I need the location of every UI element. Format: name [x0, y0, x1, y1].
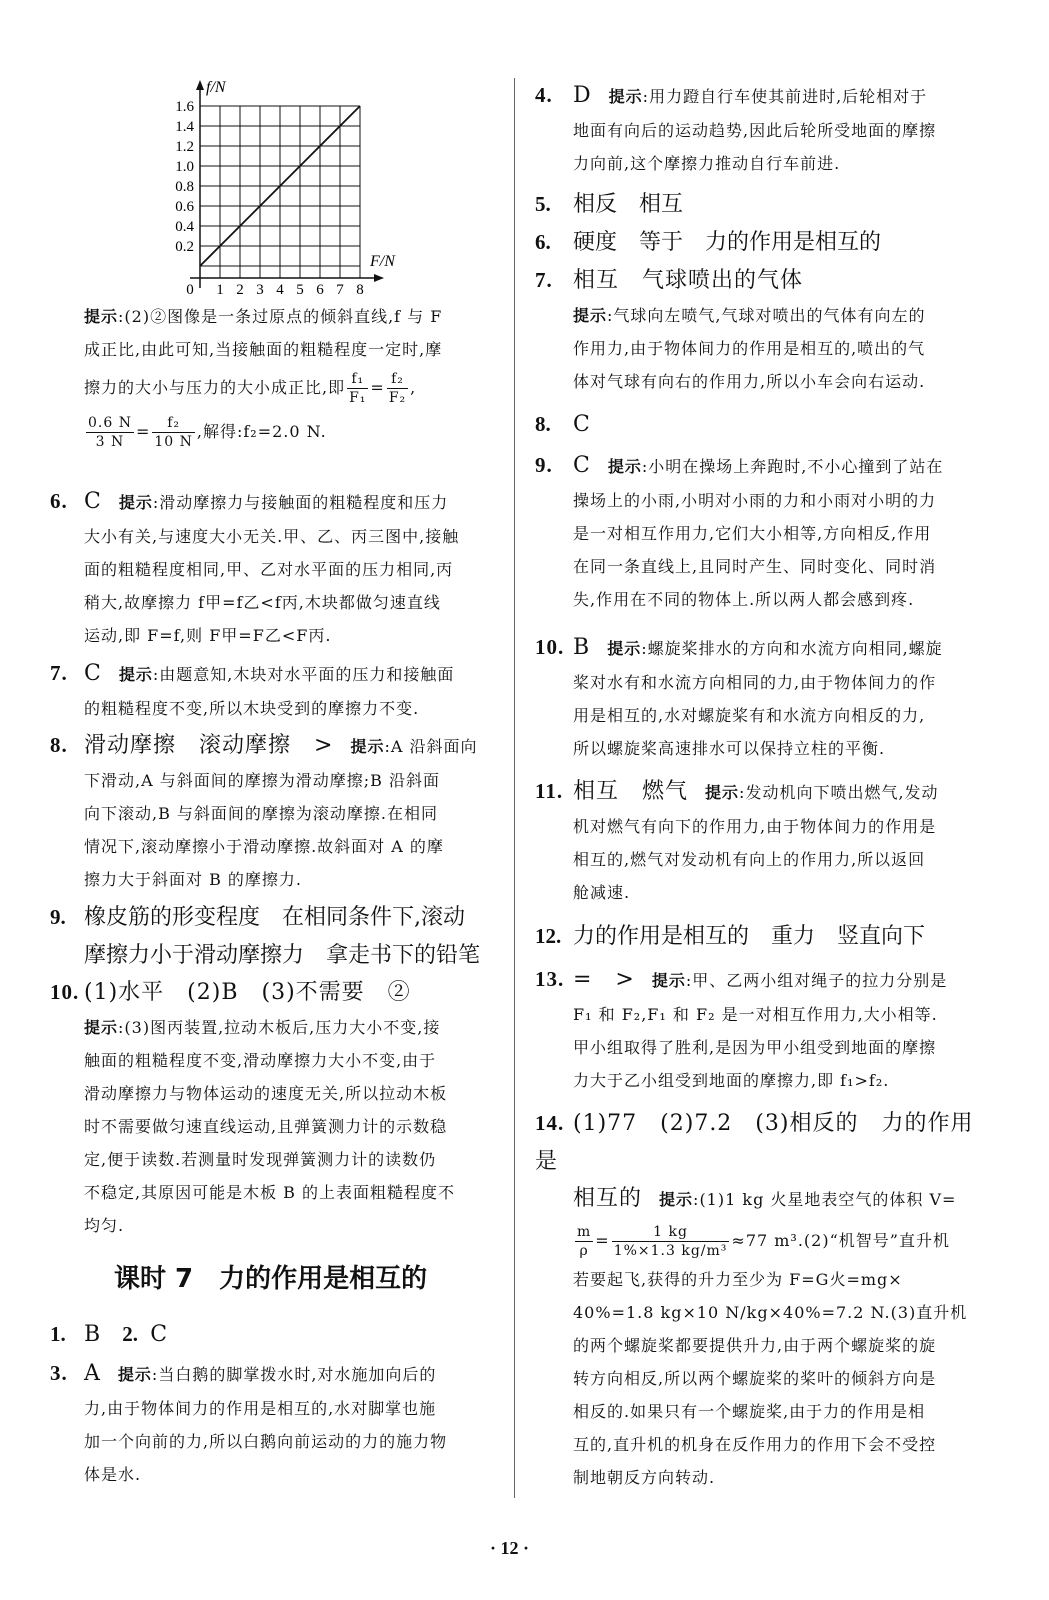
question-number: 9. — [50, 905, 66, 929]
question-4 — [535, 78, 995, 180]
x-axis-arrow — [374, 274, 384, 282]
hint-text: 力大于乙小组受到地面的摩擦力,即 f₁>f₂. — [573, 1071, 890, 1090]
question-number: 10. — [50, 980, 80, 1004]
question-number: 1. — [50, 1322, 66, 1346]
question-number: 8. — [50, 733, 68, 757]
question-number: 12. — [535, 924, 562, 948]
hint-text: 甲小组取得了胜利,是因为甲小组受到地面的摩擦 — [573, 1038, 937, 1057]
fraction: $\frac{0.6 N}{3 N}$ — [88, 415, 132, 450]
question-number: 7. — [50, 661, 68, 685]
hint-text: 均匀. — [84, 1216, 125, 1235]
y-tick-label: 1.2 — [175, 139, 194, 155]
answer: 力的作用是相互的 重力 竖直向下 — [573, 924, 926, 949]
hint-label: 提示 — [607, 457, 642, 476]
hint-text: 地面有向后的运动趋势,因此后轮所受地面的摩擦 — [573, 121, 937, 140]
question-14: 14. (1)77 (2)7.2 (3)相反的 力的作用是 相互的 提示:(1)1 kg 火星地表空气的体积 V= $\frac{m}{\rho}$ = $\frac{1 kg}{\text{1\%×1.3 kg/m³}}$ ≈77 m³.(2)“机智号”直升机 若要起飞,获得的升力至少为 F=G火=mg× 40%=1.8 kg×10 N/kg×40%=7.2 N.(3)直升机 的两个螺旋桨都要提供升力,由于两个螺旋桨的旋 转方向相反,所以两个螺旋桨的桨叶的倾斜方向是 相反的.如果只有一个螺旋桨,由于力的作用是相 互的,直升机的机身在反作用力的作用下会不受控 制地朝反方向转动. — [535, 1104, 995, 1494]
question-number: 14. — [535, 1111, 565, 1135]
hint-text: 操场上的小雨,小明对小雨的力和小雨对小明的力 — [573, 491, 937, 510]
answer: 相互的 — [573, 1186, 643, 1211]
question-13 — [535, 962, 995, 1097]
question-number: 10. — [535, 635, 565, 659]
hint-text: :甲、乙两小组对绳子的拉力分别是 — [685, 971, 948, 990]
hint-text: 桨对水有和水流方向相同的力,由于物体间力的作 — [573, 673, 937, 692]
hint-label: 提示 — [608, 87, 643, 106]
question-6 — [50, 484, 502, 652]
x-tick-label: 2 — [236, 282, 244, 298]
question-6 — [535, 224, 881, 261]
page-number: · 12 · — [490, 1538, 530, 1558]
hint-text: 的粗糙程度不变,所以木块受到的摩擦力不变. — [84, 699, 420, 718]
hint-text: 定,便于读数.若测量时发现弹簧测力计的读数仍 — [84, 1150, 437, 1169]
hint-text: 时不需要做匀速直线运动,且弹簧测力计的示数稳 — [84, 1117, 448, 1136]
q5-hint: 提示:(2)②图像是一条过原点的倾斜直线,f 与 F 成正比,由此可知,当接触面的粗糙程度一定时,摩 擦力的大小与压力的大小成正比,即 $\frac{\text{f₁}}{\text{F₁}}$ = $\frac{\text{f₂}}{\text{F₂}}$ , $\frac{0.6 N}{3 N}$ = $\frac{\text{f₂}}{10 N}$ ,解得:f₂=2.0 N. — [84, 307, 443, 450]
fraction: $\frac{\text{f₂}}{10 N}$ — [154, 415, 193, 450]
hint-label: 提示 — [84, 1018, 119, 1037]
fraction: $\frac{\text{f₂}}{\text{F₂}}$ — [388, 371, 407, 406]
y-tick-label: 0.8 — [175, 179, 194, 195]
hint-text: :(1)1 kg 火星地表空气的体积 V= — [693, 1190, 957, 1209]
answer: C — [84, 661, 102, 686]
question-5 — [535, 186, 683, 223]
answer: C — [573, 453, 591, 478]
hint-text: 制地朝反方向转动. — [573, 1468, 716, 1487]
question-number: 2. — [122, 1322, 138, 1346]
hint-label: 提示 — [607, 639, 642, 658]
answer: (1)水平 (2)B (3)不需要 ② — [84, 980, 411, 1005]
hint-text: 擦力的大小与压力的大小成正比,即 — [84, 378, 346, 397]
hint-text: 加一个向前的力,所以白鹅向前运动的力的施力物 — [84, 1432, 448, 1451]
x-tick-label: 6 — [316, 282, 324, 298]
hint-text: 力向前,这个摩擦力推动自行车前进. — [573, 154, 841, 173]
hint-text: 作用力,由于物体间力的作用是相互的,喷出的气 — [573, 339, 926, 358]
hint-text: 互的,直升机的机身在反作用力的作用下会不受控 — [573, 1435, 937, 1454]
hint-text: 在同一条直线上,且同时产生、同时变化、同时消 — [573, 557, 937, 576]
answer: (1)77 (2)7.2 (3)相反的 力的作用是 — [535, 1111, 974, 1174]
hint-text: 成正比,由此可知,当接触面的粗糙程度一定时,摩 — [84, 340, 443, 359]
fraction: $\frac{\text{f₁}}{\text{F₁}}$ — [349, 371, 367, 406]
hint-label: 提示 — [705, 783, 740, 802]
hint-text: 下滑动,A 与斜面间的摩擦为滑动摩擦;B 沿斜面 — [84, 771, 440, 790]
question-3 — [50, 1356, 502, 1491]
x-tick-label: 1 — [216, 282, 224, 298]
hint-text: 用是相互的,水对螺旋桨有和水流方向相反的力, — [573, 706, 926, 725]
answer: C — [84, 489, 102, 514]
answer: B — [573, 635, 591, 660]
question-12 — [535, 918, 925, 955]
answer: 相反 相互 — [573, 192, 684, 217]
hint-text: 力,由于物体间力的作用是相互的,水对脚掌也施 — [84, 1399, 437, 1418]
question-10 — [535, 630, 995, 765]
hint-text: 面的粗糙程度相同,甲、乙对水平面的压力相同,丙 — [84, 560, 454, 579]
answer: 相互 气球喷出的气体 — [573, 268, 804, 293]
y-tick-label: 0.4 — [175, 219, 194, 235]
answer: 滑动摩擦 滚动摩擦 > — [84, 733, 334, 758]
column-divider — [514, 78, 515, 1498]
hint-text: 运动,即 F=f,则 F甲=F乙<F丙. — [84, 626, 332, 645]
hint-label: 提示 — [573, 306, 608, 325]
hint-text: 若要起飞,获得的升力至少为 F=G火=mg× — [573, 1270, 903, 1289]
hint-text: 相互的,燃气对发动机有向上的作用力,所以返回 — [573, 850, 926, 869]
hint-text: ≈77 m³.(2)“机智号”直升机 — [731, 1231, 950, 1250]
question-10 — [50, 974, 502, 1242]
y-tick-label: 1.4 — [175, 119, 194, 135]
hint-text: 滑动摩擦力与物体运动的速度无关,所以拉动木板 — [84, 1084, 448, 1103]
answer: = > — [573, 967, 635, 992]
question-number: 4. — [535, 83, 553, 107]
hint-label: 提示 — [118, 493, 153, 512]
hint-text: 40%=1.8 kg×10 N/kg×40%=7.2 N.(3)直升机 — [573, 1303, 968, 1322]
hint-label: 提示 — [117, 1365, 152, 1384]
answer: 橡皮筋的形变程度 在相同条件下,滚动 — [84, 905, 465, 930]
lesson-title: 课时 7 力的作用是相互的 — [114, 1264, 428, 1294]
hint-text: ,解得:f₂=2.0 N. — [196, 422, 327, 441]
fraction: $\frac{1 kg}{\text{1\%×1.3 kg/m³}}$ — [613, 1224, 728, 1259]
question-number: 13. — [535, 967, 565, 991]
hint-text: :小明在操场上奔跑时,不小心撞到了站在 — [641, 457, 944, 476]
x-axis-label: F/N — [370, 253, 395, 270]
hint-text: 大小有关,与速度大小无关.甲、乙、丙三图中,接触 — [84, 527, 460, 546]
question-7 — [535, 262, 995, 398]
hint-text: 擦力大于斜面对 B 的摩擦力. — [84, 870, 303, 889]
hint-text: 向下滚动,B 与斜面间的摩擦为滚动摩擦.在相同 — [84, 804, 439, 823]
hint-label: 提示 — [350, 737, 385, 756]
x-tick-label: 0 — [186, 282, 194, 298]
question-number: 3. — [50, 1361, 68, 1385]
hint-text: :由题意知,木块对水平面的压力和接触面 — [152, 665, 455, 684]
y-tick-label: 1.0 — [175, 159, 194, 175]
hint-text: :发动机向下喷出燃气,发动 — [739, 783, 939, 802]
hint-label: 提示 — [659, 1190, 694, 1209]
y-axis-arrow — [196, 80, 204, 90]
hint-text: :滑动摩擦力与接触面的粗糙程度和压力 — [152, 493, 449, 512]
question-11 — [535, 774, 995, 909]
answer: 摩擦力小于滑动摩擦力 拿走书下的铅笔 — [84, 943, 481, 968]
hint-text: 触面的粗糙程度不变,滑动摩擦力大小不变,由于 — [84, 1051, 437, 1070]
hint-text: 的两个螺旋桨都要提供升力,由于两个螺旋桨的旋 — [573, 1336, 937, 1355]
hint-text: :当白鹅的脚掌拨水时,对水施加向后的 — [151, 1365, 437, 1384]
question-number: 6. — [50, 489, 68, 513]
hint-text: :(3)图丙装置,拉动木板后,压力大小不变,接 — [118, 1018, 441, 1037]
hint-text: 失,作用在不同的物体上.所以两人都会感到疼. — [573, 590, 915, 609]
x-tick-label: 3 — [256, 282, 264, 298]
y-tick-label: 0.2 — [175, 239, 194, 255]
answer: C — [150, 1322, 168, 1347]
hint-text: 舱减速. — [573, 883, 631, 902]
question-number: 9. — [535, 453, 553, 477]
friction-chart — [160, 78, 430, 298]
answer: A — [84, 1361, 101, 1386]
x-tick-label: 7 — [336, 282, 344, 298]
hint-text: :气球向左喷气,气球对喷出的气体有向左的 — [607, 306, 926, 325]
answer: 相互 燃气 — [573, 779, 689, 804]
question-number: 11. — [535, 779, 564, 803]
hint-text: F₁ 和 F₂,F₁ 和 F₂ 是一对相互作用力,大小相等. — [573, 1005, 938, 1024]
answer: C — [573, 412, 590, 437]
question-number: 6. — [535, 230, 551, 254]
chart-grid — [200, 106, 360, 278]
question-8 — [535, 406, 590, 443]
hint-text: 稍大,故摩擦力 f甲=f乙<f丙,木块都做匀速直线 — [84, 593, 441, 612]
answer: 硬度 等于 力的作用是相互的 — [573, 230, 882, 255]
fraction: $\frac{m}{\rho}$ — [577, 1224, 592, 1259]
question-7 — [50, 656, 502, 725]
question-8 — [50, 728, 502, 896]
hint-label: 提示 — [118, 665, 153, 684]
hint-text: 情况下,滚动摩擦小于滑动摩擦.故斜面对 A 的摩 — [84, 837, 444, 856]
question-number: 8. — [535, 412, 551, 436]
answer: D — [573, 83, 592, 108]
hint-text: :(2)②图像是一条过原点的倾斜直线,f 与 F — [118, 307, 443, 326]
hint-label: 提示 — [84, 307, 119, 326]
answer: B — [84, 1322, 101, 1347]
x-tick-label: 5 — [296, 282, 304, 298]
hint-text: :A 沿斜面向 — [384, 737, 478, 756]
y-tick-label: 0.6 — [175, 199, 194, 215]
y-axis-label: f/N — [206, 79, 226, 96]
hint-text: 是一对相互作用力,它们大小相等,方向相反,作用 — [573, 524, 932, 543]
question-9 — [50, 898, 502, 975]
hint-text: 机对燃气有向下的作用力,由于物体间力的作用是 — [573, 817, 937, 836]
question-number: 7. — [535, 268, 553, 292]
hint-text: 体是水. — [84, 1465, 142, 1484]
hint-text: 不稳定,其原因可能是木板 B 的上表面粗糙程度不 — [84, 1183, 456, 1202]
x-tick-label: 8 — [356, 282, 364, 298]
hint-text: 转方向相反,所以两个螺旋桨的桨叶的倾斜方向是 — [573, 1369, 937, 1388]
hint-text: 相反的.如果只有一个螺旋桨,由于力的作用是相 — [573, 1402, 926, 1421]
hint-text: :用力蹬自行车使其前进时,后轮相对于 — [642, 87, 928, 106]
x-tick-label: 4 — [276, 282, 284, 298]
questions-1-2 — [50, 1316, 502, 1353]
hint-text: 体对气球有向右的作用力,所以小车会向右运动. — [573, 372, 926, 391]
question-9 — [535, 448, 995, 616]
y-tick-label: 1.6 — [175, 99, 194, 115]
hint-text: :螺旋桨排水的方向和水流方向相同,螺旋 — [641, 639, 943, 658]
hint-text: 所以螺旋桨高速排水可以保持立柱的平衡. — [573, 739, 886, 758]
question-number: 5. — [535, 192, 551, 216]
hint-label: 提示 — [651, 971, 686, 990]
